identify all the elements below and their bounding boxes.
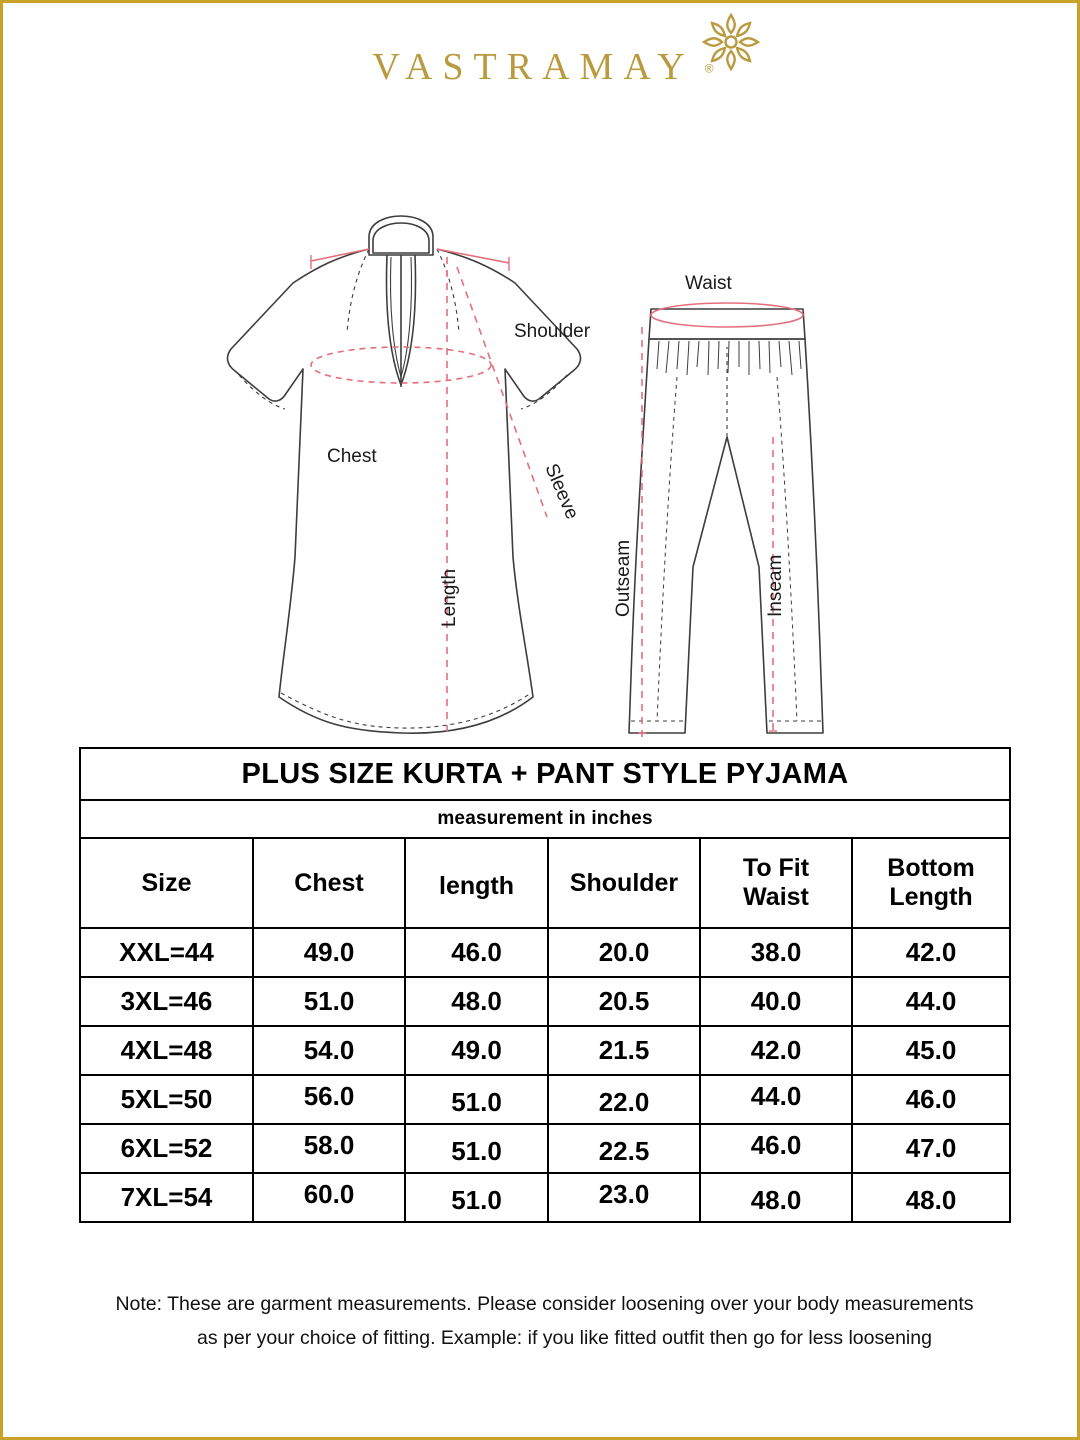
label-shoulder: Shoulder — [514, 321, 591, 342]
table-subtitle: measurement in inches — [80, 800, 1010, 838]
table-row — [80, 977, 1010, 1026]
column-header-length: length — [405, 838, 548, 928]
table-subtitle-row — [80, 800, 1010, 838]
table-row — [80, 928, 1010, 977]
registered-mark: ® — [704, 61, 714, 76]
label-length: Length — [439, 568, 460, 627]
table-row — [80, 1124, 1010, 1173]
note-line-2: as per your choice of fitting. Example: if you like fitted outfit then go for less loosening — [197, 1327, 932, 1350]
cell-shoulder: 22.5 — [548, 1124, 700, 1173]
cell-length: 51.0 — [405, 1124, 548, 1173]
note-line-1: Note: These are garment measurements. Please consider loosening over your body measurements — [115, 1293, 974, 1315]
cell-to-fit-waist: 46.0 — [700, 1124, 852, 1173]
label-inseam: Inseam — [765, 554, 786, 617]
cell-chest: 56.0 — [253, 1075, 405, 1124]
cell-length: 46.0 — [405, 928, 548, 977]
cell-bottom-length: 47.0 — [852, 1124, 1010, 1173]
cell-length: 51.0 — [405, 1173, 548, 1222]
cell-shoulder: 23.0 — [548, 1173, 700, 1222]
label-sleeve: Sleeve — [540, 460, 583, 523]
cell-bottom-length: 45.0 — [852, 1026, 1010, 1075]
column-header-shoulder: Shoulder — [548, 838, 700, 928]
cell-bottom-length: 46.0 — [852, 1075, 1010, 1124]
cell-to-fit-waist: 44.0 — [700, 1075, 852, 1124]
cell-bottom-length: 44.0 — [852, 977, 1010, 1026]
cell-bottom-length: 42.0 — [852, 928, 1010, 977]
table-title: PLUS SIZE KURTA + PANT STYLE PYJAMA — [80, 748, 1010, 800]
brand-header — [17, 45, 1069, 89]
size-table-container — [79, 747, 1009, 1223]
table-title-row — [80, 748, 1010, 800]
cell-shoulder: 20.5 — [548, 977, 700, 1026]
cell-length: 49.0 — [405, 1026, 548, 1075]
table-row — [80, 1075, 1010, 1124]
cell-size: 4XL=48 — [80, 1026, 253, 1075]
label-waist: Waist — [685, 273, 732, 294]
brand-name: VASTRAMAY — [372, 46, 695, 88]
cell-chest: 51.0 — [253, 977, 405, 1026]
cell-size: 7XL=54 — [80, 1173, 253, 1222]
cell-to-fit-waist: 42.0 — [700, 1026, 852, 1075]
column-header-bottom-length: Bottom Length — [852, 838, 1010, 928]
cell-size: 6XL=52 — [80, 1124, 253, 1173]
cell-size: 3XL=46 — [80, 977, 253, 1026]
measurement-note — [57, 1287, 1032, 1355]
cell-size: XXL=44 — [80, 928, 253, 977]
cell-chest: 58.0 — [253, 1124, 405, 1173]
cell-size: 5XL=50 — [80, 1075, 253, 1124]
column-header-size: Size — [80, 838, 253, 928]
table-header-row — [80, 838, 1010, 928]
cell-chest: 49.0 — [253, 928, 405, 977]
cell-bottom-length: 48.0 — [852, 1173, 1010, 1222]
garment-diagram — [17, 137, 1069, 737]
cell-to-fit-waist: 48.0 — [700, 1173, 852, 1222]
column-header-chest: Chest — [253, 838, 405, 928]
cell-shoulder: 20.0 — [548, 928, 700, 977]
cell-chest: 60.0 — [253, 1173, 405, 1222]
cell-chest: 54.0 — [253, 1026, 405, 1075]
label-outseam: Outseam — [613, 539, 634, 617]
cell-length: 51.0 — [405, 1075, 548, 1124]
floral-star-icon — [696, 7, 766, 77]
size-table — [79, 747, 1011, 1223]
cell-to-fit-waist: 38.0 — [700, 928, 852, 977]
label-chest: Chest — [327, 446, 377, 467]
column-header-to-fit-waist: To Fit Waist — [700, 838, 852, 928]
cell-to-fit-waist: 40.0 — [700, 977, 852, 1026]
cell-shoulder: 21.5 — [548, 1026, 700, 1075]
cell-length: 48.0 — [405, 977, 548, 1026]
table-row — [80, 1026, 1010, 1075]
table-row — [80, 1173, 1010, 1222]
cell-shoulder: 22.0 — [548, 1075, 700, 1124]
